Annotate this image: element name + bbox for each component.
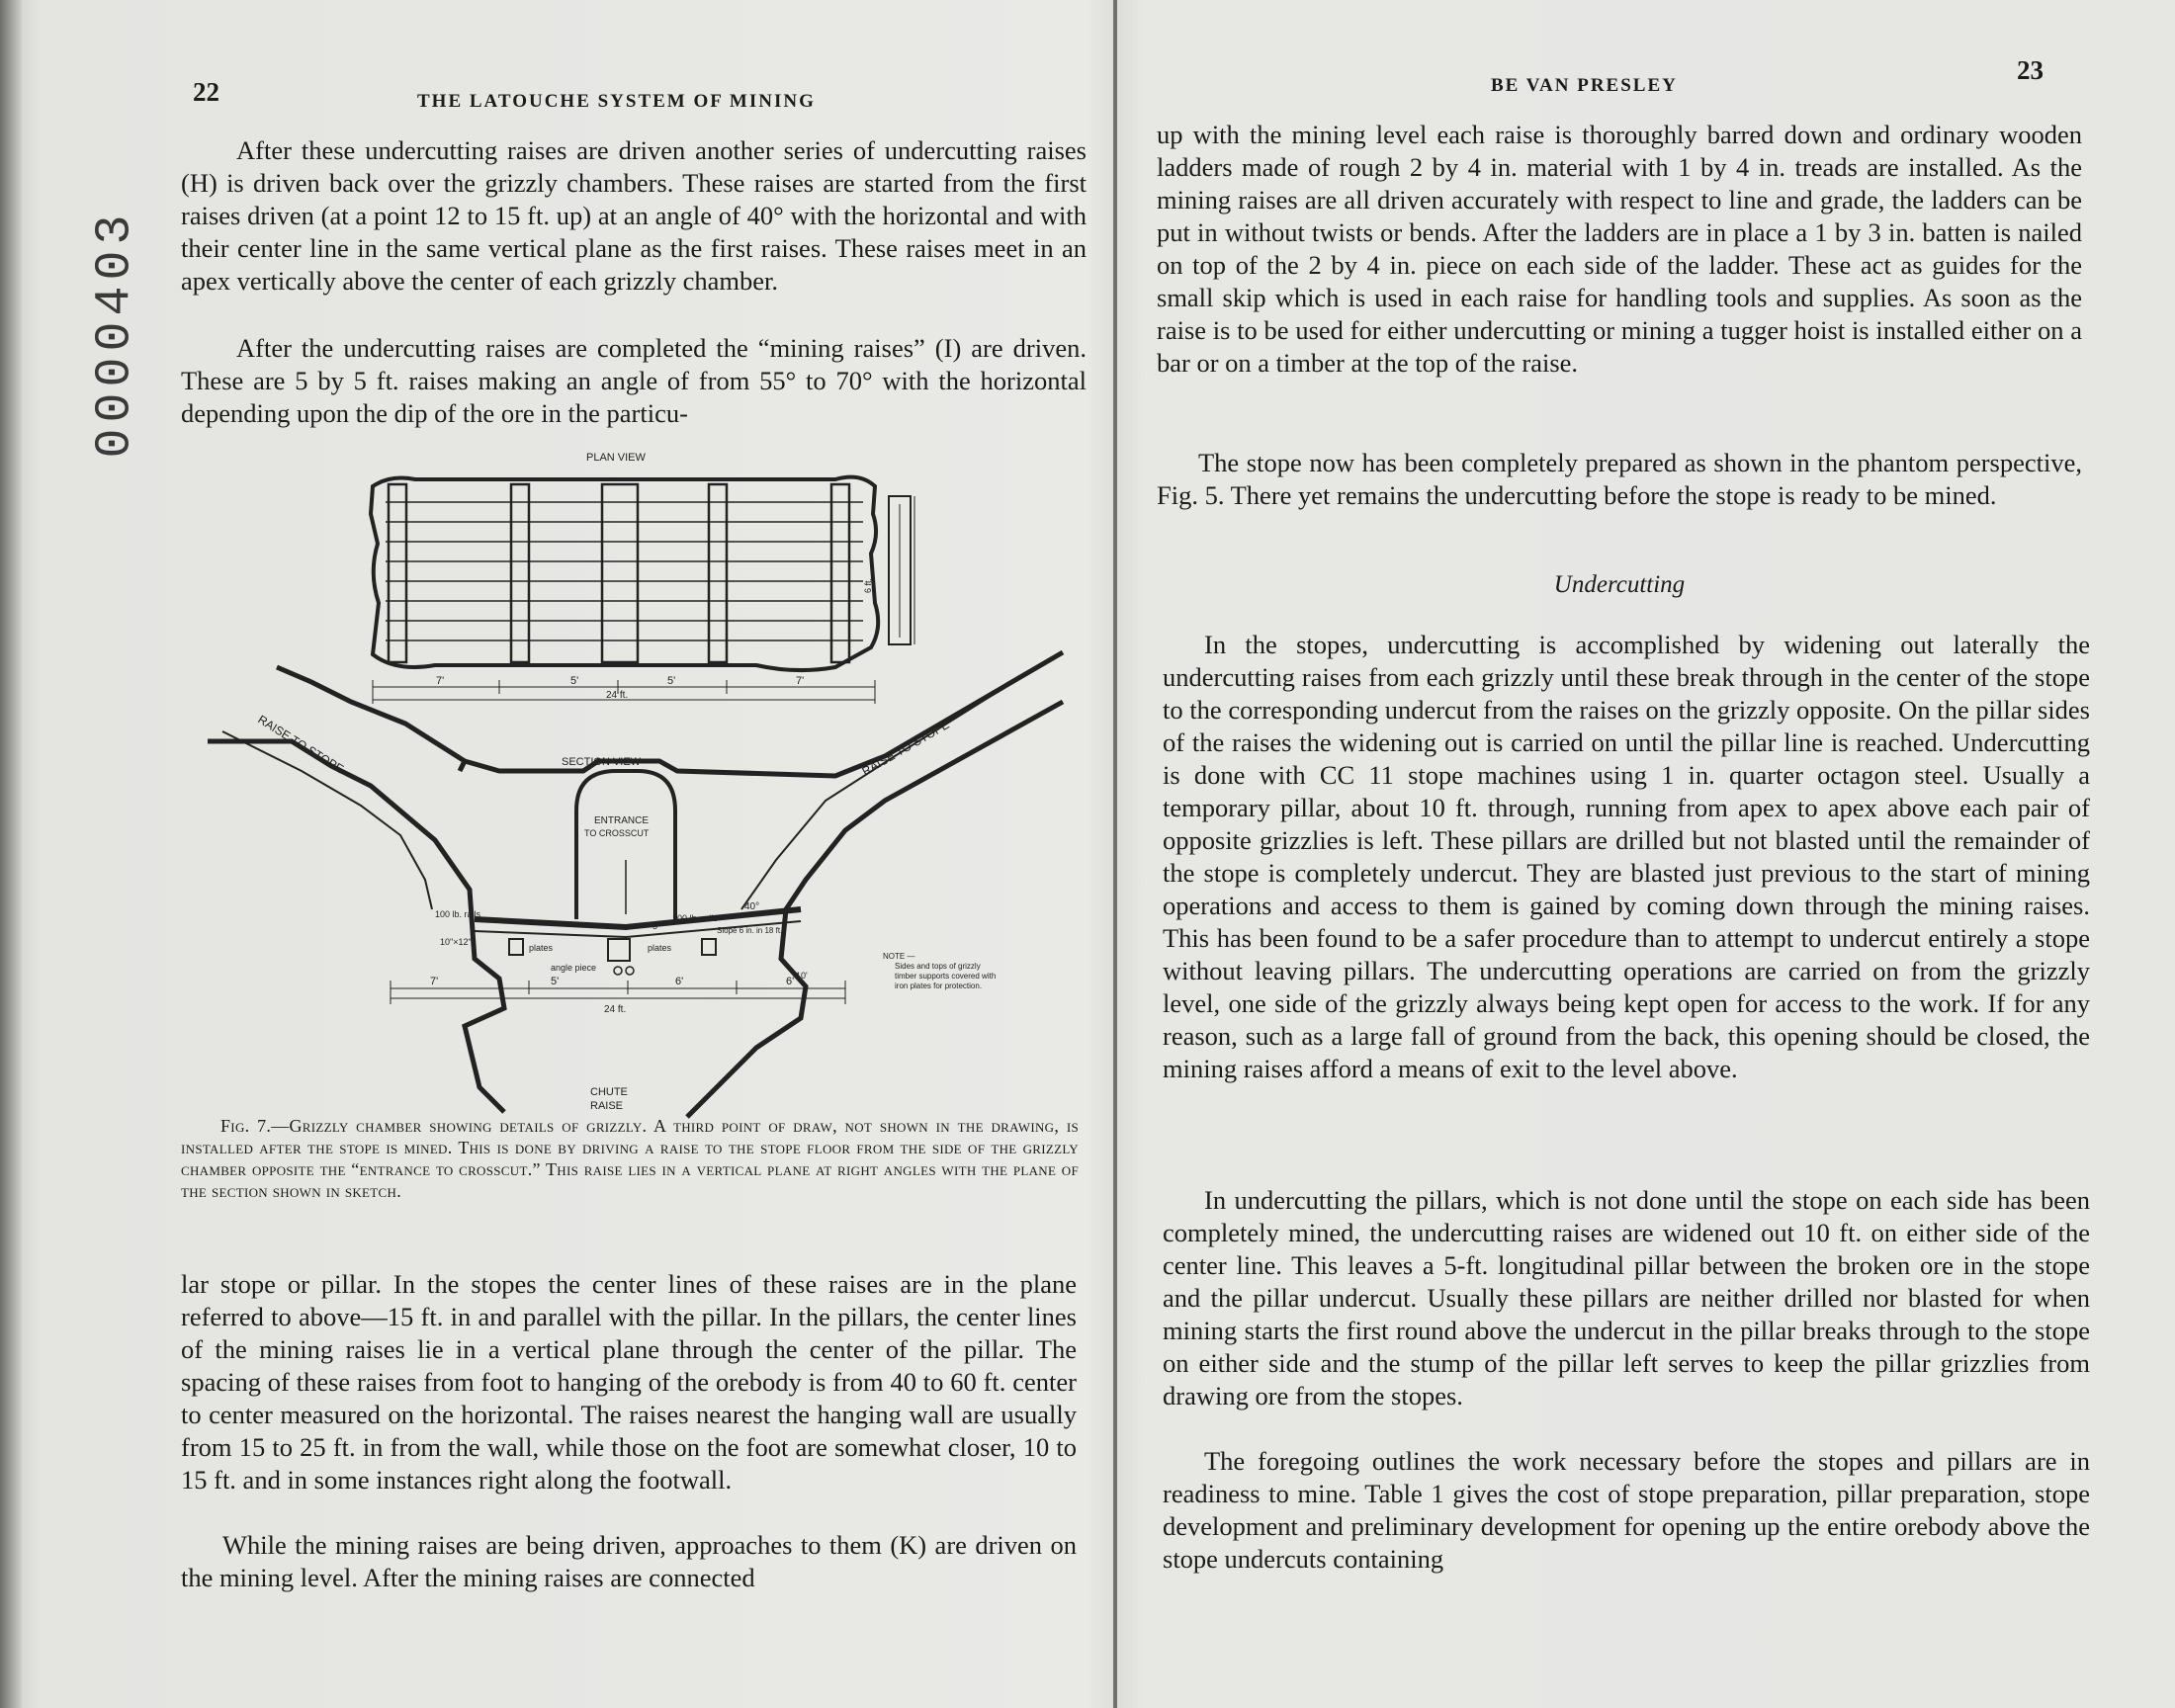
side-dim: 6 ft. bbox=[863, 577, 873, 593]
paragraph: The stope now has been completely prepared as shown in the phantom perspective, Fig. 5. There yet remains the undercutting before the stope is ready to be mined. bbox=[1157, 448, 2082, 510]
note-title: NOTE — bbox=[883, 952, 915, 961]
entrance-label: ENTRANCE bbox=[594, 815, 650, 826]
paragraph: The foregoing outlines the work necessary before the stopes and pillars are in readiness to mine. Table 1 gives the cost of stope preparation, pillar preparation, stope development and preliminary development for opening up the entire orebody above the stope undercuts containing bbox=[1163, 1446, 2090, 1574]
section-view-label: SECTION VIEW bbox=[562, 756, 642, 768]
plan-dim: 5' bbox=[667, 675, 676, 687]
chute-label: RAISE bbox=[590, 1100, 624, 1112]
figure-drawing bbox=[203, 445, 1073, 1127]
left-wall bbox=[208, 741, 504, 1112]
note-line: iron plates for protection. bbox=[895, 982, 983, 990]
angle-piece-label: angle piece bbox=[551, 963, 597, 973]
section-dim: 6' bbox=[786, 976, 795, 987]
entrance-label: TO CROSSCUT bbox=[584, 828, 650, 838]
paragraph: After these undercutting raises are driven another series of undercutting raises (H) is driven back over the grizzly chambers. These raises are started from the first raises driven (at a point 12 to 15 ft. up) at an angle of 40° with the horizontal and with their center line in the same vertical plane as the first raises. These raises meet in an apex vertically above the center of each grizzly chamber. bbox=[181, 135, 1087, 296]
paragraph: While the mining raises are being driven, approaches to them (K) are driven on the mining level. After the mining raises are connected bbox=[181, 1530, 1077, 1592]
section-dim: 7' bbox=[430, 976, 439, 987]
section-dim: 5' bbox=[551, 976, 560, 987]
plates-label: plates bbox=[529, 943, 554, 953]
raise-label-right: RAISE TO STOPE bbox=[859, 717, 952, 779]
plan-view-label: PLAN VIEW bbox=[586, 452, 646, 464]
side-dim: 5' bbox=[652, 921, 659, 931]
rails-label: 100 lb. rails bbox=[672, 913, 719, 923]
section-heading: Undercutting bbox=[1553, 571, 1686, 598]
archive-stamp bbox=[81, 203, 150, 459]
plan-total: 24 ft. bbox=[606, 690, 629, 701]
paragraph: lar stope or pillar. In the stopes the center lines of these raises are in the plane referred to above—15 ft. in and parallel with the pillar. In the pillars, the center lines of the mining raises lie in a vertical plane through the center of the pillar. The spacing of these raises from foot to hanging of the orebody is from 40 to 60 ft. center to center measured on the horizontal. The raises nearest the hanging wall are usually from 15 to 25 ft. in from the wall, while those on the foot are somewhat closer, 10 to 15 ft. and in some instances right along the footwall. bbox=[181, 1269, 1077, 1494]
raise-label-left: RAISE TO STOPE bbox=[255, 712, 347, 777]
section-roof bbox=[465, 652, 1063, 776]
running-head: BE VAN PRESLEY bbox=[1491, 75, 1678, 96]
paragraph: up with the mining level each raise is thoroughly barred down and ordinary wooden ladders made of rough 2 by 4 in. material with 1 by 4 in. treads are installed. As the mining raises are all driven accurately with respect to line and grade, the ladders can be put in without twists or bends. After the ladders are in place a 1 by 3 in. batten is nailed on top of the 2 by 4 in. piece on each side of the ladder. These act as guides for the small skip which is used in each raise for handling tools and supplies. As soon as the raise is to be used for either undercutting or mining a tugger hoist is installed either on a bar or on a timber at the top of the raise. bbox=[1157, 120, 2082, 378]
archive-stamp-number: 0000403 bbox=[87, 209, 144, 459]
section-total: 24 ft. bbox=[604, 1004, 627, 1015]
angle-label: 40° bbox=[744, 901, 760, 912]
right-raise-lower bbox=[741, 682, 1013, 909]
figure-caption: Fig. 7.—Grizzly chamber showing details of grizzly. A third point of draw, not shown in the drawing, is installed after the stope is mined. This is done by driving a raise to the stope floor from the side of the grizzly chamber opposite the “entrance to crosscut.” This raise lies in a vertical plane at right angles with the plane of the section shown in sketch. bbox=[181, 1116, 1079, 1201]
plan-view-outline bbox=[371, 477, 878, 670]
slope-label: Slope 6 in. in 18 ft. bbox=[717, 926, 783, 935]
page-number: 22 bbox=[193, 77, 219, 107]
page-number: 23 bbox=[2017, 55, 2044, 85]
plan-dim: 7' bbox=[436, 675, 445, 687]
paragraph: After the undercutting raises are completed the “mining raises” (I) are driven. These are 5 by 5 ft. raises making an angle of from 55° to 70° with the horizontal depending upon the dip of the ore in the particu- bbox=[181, 333, 1087, 428]
chute-label: CHUTE bbox=[590, 1086, 628, 1098]
timber-label: 10"×12" bbox=[440, 937, 472, 947]
paragraph: In undercutting the pillars, which is not done until the stope on each side has been completely mined, the undercutting raises are widened out 10 ft. on either side of the center line. This leaves a 5-ft. longitudinal pillar between the broken ore in the stope and the pillar undercut. Usually these pillars are neither drilled nor blasted for when mining starts the first round above the undercut in the pillar breaks through to the stope on either side and the stump of the pillar left serves to keep the pillar grizzlies from drawing ore from the stopes. bbox=[1163, 1185, 2090, 1410]
section-dim: 6' bbox=[675, 976, 684, 987]
note-line: Sides and tops of grizzly bbox=[895, 962, 981, 971]
paragraph: In the stopes, undercutting is accomplished by widening out laterally the undercutting raises from each grizzly until these break through in the center of the stope to the corresponding undercut from the raises on the grizzly opposite. On the pillar sides of the raises the widening out is carried on until the pillar line is reached. Undercutting is done with CC 11 stope machines using 1 in. quarter octagon steel. Usually a temporary pillar, about 10 ft. through, running from apex to apex above each pair of opposite grizzlies is left. These pillars are drilled but not blasted until the remainder of the stope is completely undercut. They are blasted just previous to the start of mining operations and access to them is gained by coming down through the mining raises. This has been found to be a safer procedure than to attempt to undercut entirely a stope without leaving pillars. The undercutting operations are carried on from the grizzly level, one side of the grizzly always being kept open for access to the work. If for any reason, such as a large fall of ground from the back, this opening should be closed, the mining raises afford a means of exit to the level above. bbox=[1163, 630, 2090, 1083]
side-dim: 10' bbox=[796, 971, 808, 981]
figure-grizzly-chamber bbox=[203, 445, 1073, 1127]
running-head: THE LATOUCHE SYSTEM OF MINING bbox=[417, 91, 816, 112]
page-gutter bbox=[1113, 0, 1117, 1708]
plan-dim: 5' bbox=[570, 675, 579, 687]
rails-label: 100 lb. rails bbox=[435, 909, 481, 919]
note-line: timber supports covered with bbox=[895, 972, 997, 981]
plan-dim: 7' bbox=[796, 675, 805, 687]
plates-label: plates bbox=[648, 943, 672, 953]
book-binding bbox=[0, 0, 22, 1708]
